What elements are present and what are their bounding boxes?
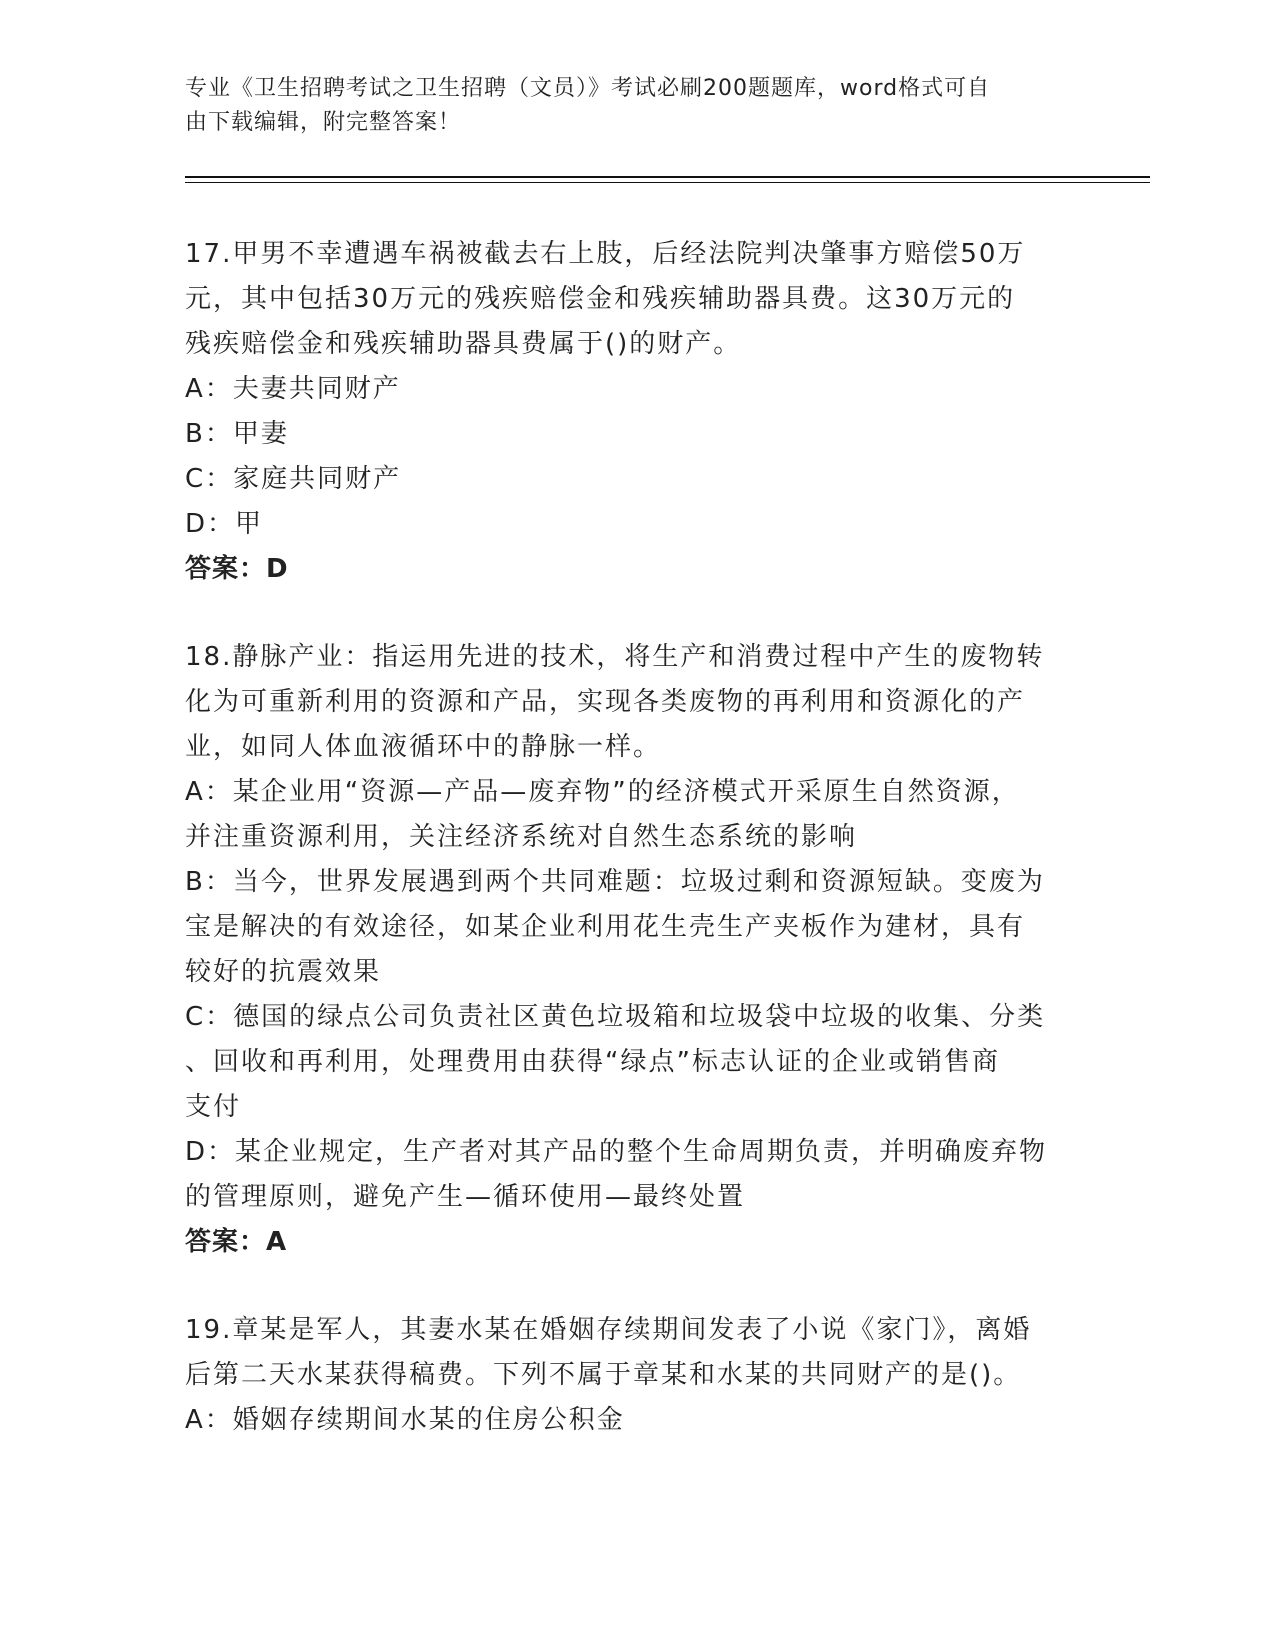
question-text-line: 18.静脉产业：指运用先进的技术，将生产和消费过程中产生的废物转 [185, 642, 1045, 672]
question-18 [185, 635, 1070, 1265]
option-c-continued: 、回收和再利用，处理费用由获得“绿点”标志认证的企业或销售商 [185, 1047, 1000, 1077]
answer-label: 答案：D [185, 554, 289, 584]
option-c-continued: 支付 [185, 1092, 242, 1122]
question-list [185, 232, 1070, 1486]
header-divider-thick [185, 176, 1150, 178]
header-divider-thin [185, 182, 1150, 183]
option-d-continued: 的管理原则，避免产生—循环使用—最终处置 [185, 1182, 746, 1212]
option-c: C：家庭共同财产 [185, 464, 402, 494]
option-c: C：德国的绿点公司负责社区黄色垃圾箱和垃圾袋中垃圾的收集、分类 [185, 1002, 1046, 1032]
option-b-continued: 宝是解决的有效途径，如某企业利用花生壳生产夹板作为建材，具有 [185, 912, 1026, 942]
option-b: B：甲妻 [185, 419, 289, 449]
option-a: A：某企业用“资源—产品—废弃物”的经济模式开采原生自然资源， [185, 777, 1020, 807]
question-text-line: 17.甲男不幸遭遇车祸被截去右上肢，后经法院判决肇事方赔偿50万 [185, 239, 1026, 269]
header-line-1: 专业《卫生招聘考试之卫生招聘（文员）》考试必刷200题题库，word格式可自 [185, 76, 991, 101]
question-19 [185, 1308, 1070, 1443]
answer-label: 答案：A [185, 1227, 288, 1257]
question-17 [185, 232, 1070, 592]
option-b: B：当今，世界发展遇到两个共同难题：垃圾过剩和资源短缺。变废为 [185, 867, 1045, 897]
option-a-continued: 并注重资源利用，关注经济系统对自然生态系统的影响 [185, 822, 858, 852]
option-b-continued: 较好的抗震效果 [185, 957, 382, 987]
option-d: D：甲 [185, 509, 264, 539]
header-line-2: 由下载编辑，附完整答案！ [185, 110, 462, 135]
question-text-line: 元，其中包括30万元的残疾赔偿金和残疾辅助器具费。这30万元的 [185, 284, 1016, 314]
question-text-line: 业，如同人体血液循环中的静脉一样。 [185, 732, 662, 762]
question-text-line: 残疾赔偿金和残疾辅助器具费属于()的财产。 [185, 329, 742, 359]
option-a: A：婚姻存续期间水某的住房公积金 [185, 1405, 625, 1435]
document-header [185, 72, 1070, 140]
option-d: D：某企业规定，生产者对其产品的整个生命周期负责，并明确废弃物 [185, 1137, 1048, 1167]
question-text-line: 化为可重新利用的资源和产品，实现各类废物的再利用和资源化的产 [185, 687, 1026, 717]
question-text-line: 后第二天水某获得稿费。下列不属于章某和水某的共同财产的是()。 [185, 1360, 1022, 1390]
question-text-line: 19.章某是军人，其妻水某在婚姻存续期间发表了小说《家门》，离婚 [185, 1315, 1032, 1345]
option-a: A：夫妻共同财产 [185, 374, 401, 404]
